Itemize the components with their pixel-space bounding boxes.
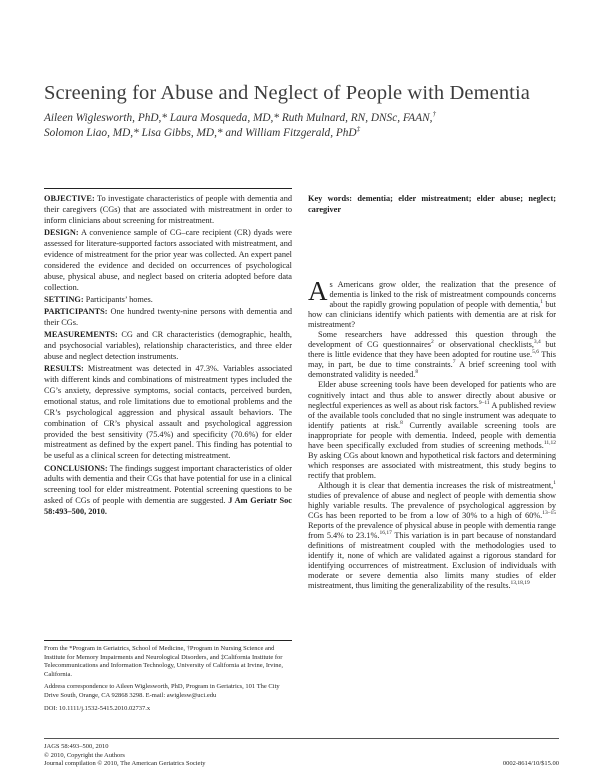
- drop-cap: A: [308, 276, 328, 306]
- page-footer: [44, 743, 559, 769]
- text: Some researchers have addressed this question through the development of CG questionnaires: [308, 330, 556, 350]
- section-heading: MEASUREMENTS:: [44, 330, 118, 340]
- text: studies of prevalence of abuse and neglect of people with dementia show highly variable results. The prevalence of psychological aggression by CGs has been reported to be from a low of 30% to a high of 60%.: [308, 490, 556, 521]
- abstract-measurements: [44, 330, 292, 363]
- section-heading: RESULTS:: [44, 364, 84, 374]
- reference: 5,6: [532, 349, 539, 356]
- text: but there is little evidence that they have been adopted for routine use.: [308, 340, 556, 360]
- abstract-design: [44, 228, 292, 293]
- body-text: [308, 276, 556, 591]
- abstract-top-rule: [44, 188, 292, 189]
- abstract-setting: [44, 295, 292, 306]
- section-text: The findings suggest important characteristics of older adults with dementia and their CGs that have potential for use in a clinical screening tool for elder mistreatment. Potential screening questions to be asked of CGs of people with dementia are suggested.: [44, 463, 292, 506]
- copyright: © 2010, Copyright the Authors: [44, 751, 125, 759]
- affiliations: From the *Program in Geriatrics, School of Medicine, †Program in Nursing Science and Institute for Memory Impairments and Neurological Disorders, and ‡California Institute for Telecommunications and Information Technology, University of California at Irvine, Irvine, California.: [44, 645, 283, 678]
- paragraph: [308, 276, 556, 330]
- reference: 13,18,19: [510, 580, 530, 587]
- author-list: [44, 111, 554, 141]
- section-heading: DESIGN:: [44, 228, 79, 238]
- text: This may, in part, be due to time constraints.: [308, 350, 556, 370]
- text: By asking CGs about known and hypothetical risk factors and determining which responses are associated with mistreatment, this study begins to rectify that problem.: [308, 450, 556, 480]
- reference: 8: [400, 419, 403, 426]
- section-heading: SETTING:: [44, 294, 84, 304]
- abstract: [44, 194, 292, 519]
- text: s Americans grow older, the realization that the presence of dementia is linked to the risk of mistreatment compounds concerns about the rapidly growing population of people with dementia,: [329, 280, 556, 310]
- journal-citation: J Am Geriatr Soc 58:493–500, 2010.: [44, 496, 292, 517]
- paragraph: [308, 481, 556, 592]
- footnote-rule: [44, 640, 292, 641]
- footer-rule: [44, 738, 559, 739]
- section-text: One hundred twenty-nine persons with dementia and their CGs.: [44, 306, 292, 327]
- text: Reports of the prevalence of physical abuse in people with dementia range from 5.4% to 23.1%.: [308, 521, 556, 541]
- section-text: CG and CR characteristics (demographic, health, and psychosocial variables), relationship characteristics, and three elder abuse and neglect detection instruments.: [44, 330, 292, 361]
- reference: 1: [553, 480, 556, 487]
- section-text: To investigate characteristics of people with dementia and their caregivers (CGs) that are associated with mistreatment in order to inform clinicians about screening for mistreatment.: [44, 194, 292, 225]
- article-title: Screening for Abuse and Neglect of People with Dementia: [44, 82, 530, 104]
- section-text: Mistreatment was detected in 47.3%. Variables associated with different kinds and combinations of mistreatment types included the CG’s anxiety, depressive symptoms, social contacts, perceived burden, emotional status, and role limitations due to emotional problems and the CR’s psychological aggression and physical assault behaviors. The combination of CR’s physical assault and psychological aggression provided the best sensitivity (75.4%) and specificity (70.6%) for elder mistreatment as defined by the expert panel. This finding has potential to be useful as a clinical screen for detecting mistreatment.: [44, 364, 293, 461]
- footnote: [44, 645, 292, 717]
- abstract-participants: [44, 307, 292, 329]
- text: This variation is in part because of nonstandard definitions of mistreatment coupled with the methodologies used to identify it, none of which are validated against a rigorous standard for identifying occurrences of mistreatment. Exclusion of individuals with moderate or severe dementia also limits many studies of elder mistreatment, thus limiting the generalizability of the results.: [308, 531, 556, 591]
- reference: 16,17: [379, 530, 392, 537]
- reference: 13–15: [542, 510, 556, 517]
- paragraph: [308, 330, 556, 380]
- reference: 11,12: [543, 439, 556, 446]
- authors-line-1: Aileen Wiglesworth, PhD,* Laura Mosqueda, MD,* Ruth Mulnard, RN, DNSc, FAAN,: [44, 112, 433, 124]
- section-text: Participants’ homes.: [85, 294, 153, 304]
- text: but how can clinicians identify which patients with dementia are at risk for mistreatment?: [308, 300, 556, 330]
- correspondence: Address correspondence to Aileen Wiglesworth, PhD, Program in Geriatrics, 101 The City Drive South, Orange, CA 92868 3298. E-mail: awiglesw@uci.edu: [44, 683, 280, 699]
- abstract-results: [44, 364, 292, 462]
- journal-compilation: Journal compilation © 2010, The American Geriatrics Society: [44, 760, 206, 767]
- abstract-conclusions: [44, 464, 292, 519]
- reference: 3,4: [533, 339, 541, 346]
- reference: 1: [540, 299, 543, 306]
- text: Currently available screening tools are inappropriate for people with dementia. Indeed, people with dementia have been specifically excluded from studies of screening methods.: [308, 420, 556, 450]
- reference: 2: [431, 339, 434, 346]
- reference: 8: [415, 369, 419, 376]
- issn-code: 0002-8614/10/$15.00: [502, 760, 559, 767]
- doi: DOI: 10.1111/j.1532-5415.2010.02737.x: [44, 704, 151, 712]
- journal-issue: JAGS 58:493–500, 2010: [44, 743, 109, 750]
- text: A published review of the available tools concluded that no single instrument was adequate to identify patients at risk.: [308, 400, 556, 430]
- author-affiliation-mark: †: [432, 110, 436, 119]
- text: Elder abuse screening tools have been developed for patients who are cognitively intact and thus able to answer directly about abusive or neglectful experiences as well as about risk factors.: [308, 380, 556, 410]
- keywords: Key words: dementia; elder mistreatment; elder abuse; neglect; caregiver: [308, 194, 556, 215]
- section-text: A convenience sample of CG–care recipient (CR) dyads were assessed for literature-supported factors associated with mistreatment, and evidence of mistreatment for the prior year was collected. An expert panel considered the evidence and decided on occurrences of psychological abuse, physical abuse, and neglect based on criteria adopted before data collection.: [44, 228, 292, 292]
- reference: 7: [452, 359, 456, 366]
- section-heading: CONCLUSIONS:: [44, 463, 108, 473]
- paragraph: [308, 380, 556, 480]
- abstract-objective: [44, 194, 292, 227]
- text: or observational checklists,: [433, 340, 534, 350]
- authors-line-2: Solomon Liao, MD,* Lisa Gibbs, MD,* and William Fitzgerald, PhD: [44, 126, 357, 139]
- author-affiliation-mark: ‡: [356, 125, 361, 134]
- text: A brief screening tool with demonstrated validity is needed.: [308, 360, 556, 380]
- section-heading: OBJECTIVE:: [44, 194, 95, 203]
- reference: 9–11: [478, 399, 490, 406]
- text: Although it is clear that dementia increases the risk of mistreatment,: [318, 480, 554, 490]
- section-heading: PARTICIPANTS:: [44, 306, 108, 316]
